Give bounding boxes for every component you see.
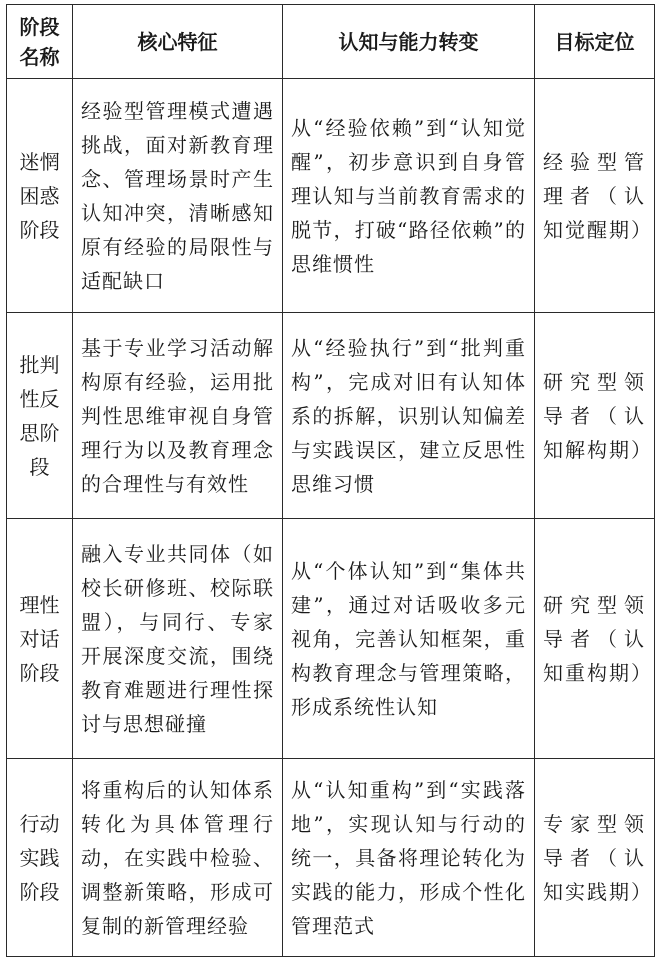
table-row <box>7 759 655 957</box>
shift-cell: 从“个体认知”到“集体共建”，通过对话吸收多元视角，完善认知框架，重构教育理念与管理策略，形成系统性认知 <box>283 519 535 759</box>
header-stage: 阶段名称 <box>7 5 73 79</box>
shift-cell: 从“经验依赖”到“认知觉醒”，初步意识到自身管理认知与当前教育需求的脱节，打破“路径依赖”的思维惯性 <box>283 79 535 313</box>
shift-cell: 从“经验执行”到“批判重构”，完成对旧有认知体系的拆解，识别认知偏差与实践误区，建立反思性思维习惯 <box>283 313 535 519</box>
header-core-features: 核心特征 <box>73 5 283 79</box>
core-cell: 将重构后的认知体系转化为具体管理行动，在实践中检验、调整新策略，形成可复制的新管理经验 <box>73 759 283 957</box>
table-row <box>7 79 655 313</box>
target-cell: 专家型领导者（认知实践期） <box>535 759 655 957</box>
stage-cell: 迷惘困惑阶段 <box>7 79 73 313</box>
stage-cell: 理性对话阶段 <box>7 519 73 759</box>
table-row <box>7 313 655 519</box>
core-cell: 融入专业共同体（如校长研修班、校际联盟），与同行、专家开展深度交流，围绕教育难题进行理性探讨与思想碰撞 <box>73 519 283 759</box>
header-target-position: 目标定位 <box>535 5 655 79</box>
stage-cell: 行动实践阶段 <box>7 759 73 957</box>
header-cognitive-shift: 认知与能力转变 <box>283 5 535 79</box>
target-cell: 研究型领导者（认知解构期） <box>535 313 655 519</box>
header-row <box>7 5 655 79</box>
stage-cell: 批判性反思阶段 <box>7 313 73 519</box>
stage-table <box>6 4 655 957</box>
target-cell: 经验型管理者（认知觉醒期） <box>535 79 655 313</box>
core-cell: 经验型管理模式遭遇挑战，面对新教育理念、管理场景时产生认知冲突，清晰感知原有经验的局限性与适配缺口 <box>73 79 283 313</box>
core-cell: 基于专业学习活动解构原有经验，运用批判性思维审视自身管理行为以及教育理念的合理性与有效性 <box>73 313 283 519</box>
shift-cell: 从“认知重构”到“实践落地”，实现认知与行动的统一，具备将理论转化为实践的能力，形成个性化管理范式 <box>283 759 535 957</box>
target-cell: 研究型领导者（认知重构期） <box>535 519 655 759</box>
table-row <box>7 519 655 759</box>
